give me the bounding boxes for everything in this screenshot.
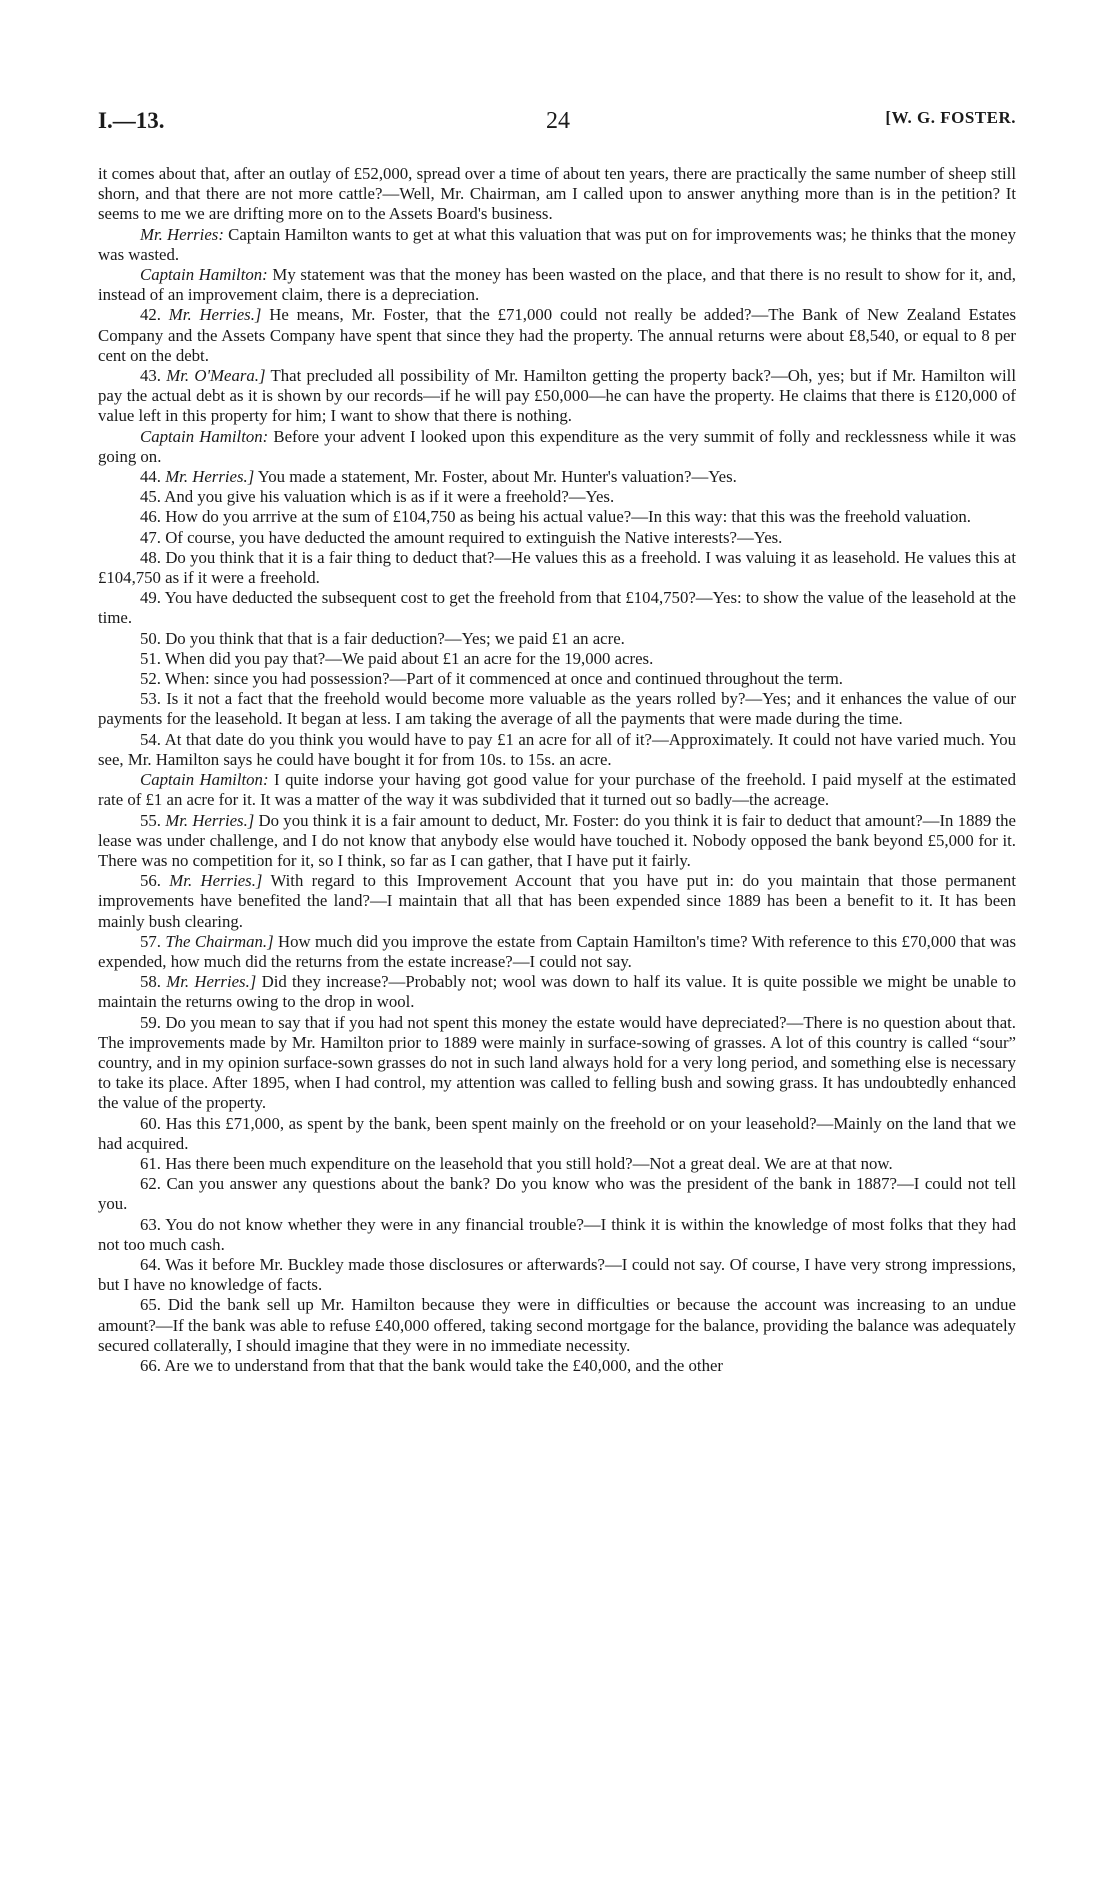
question-number: 66.	[140, 1355, 161, 1375]
paragraph-text: When: since you had possession?—Part of it commenced at once and continued throughout the term.	[164, 669, 843, 689]
speaker: Mr. Herries.]	[165, 810, 255, 830]
question-number: 58.	[140, 972, 161, 992]
paragraph	[98, 507, 1016, 527]
paragraph-text: Are we to understand from that that the bank would take the £40,000, and the other	[164, 1355, 724, 1375]
question-number: 47.	[140, 527, 161, 547]
paragraph	[98, 225, 1016, 265]
paragraph	[98, 588, 1016, 628]
paragraph	[98, 871, 1016, 932]
paragraph	[98, 1356, 1016, 1376]
question-number: 65.	[140, 1295, 161, 1315]
paper-reference: I.—13.	[98, 108, 165, 133]
question-number: 49.	[140, 588, 161, 608]
page-number: 24	[546, 108, 570, 134]
paragraph	[98, 427, 1016, 467]
paragraph	[98, 649, 1016, 669]
paragraph	[98, 164, 1016, 225]
speaker: The Chairman.]	[165, 931, 274, 951]
question-number: 60.	[140, 1113, 161, 1133]
paragraph	[98, 629, 1016, 649]
question-number: 62.	[140, 1174, 161, 1194]
paragraph-text: I quite indorse your having got good value for your purchase of the freehold. I paid myself at the estimated rate of £1 an acre for it. It was a matter of the way it was subdivided that it turned out so badly—the acreage.	[98, 770, 1016, 810]
speaker: Mr. Herries.]	[165, 467, 255, 487]
question-number: 48.	[140, 547, 161, 567]
paragraph	[98, 1154, 1016, 1174]
paragraph-text: Can you answer any questions about the bank? Do you know who was the president of the bank in 1887?—I could not tell you.	[98, 1174, 1016, 1214]
witness-name: [W. G. FOSTER.	[885, 108, 1016, 127]
paragraph-text: At that date do you think you would have to pay £1 an acre for all of it?—Approximately. It could not have varied much. You see, Mr. Hamilton says he could have bought it for from 10s. to 15s. an acre.	[98, 729, 1016, 769]
speaker: Mr. Herries.]	[168, 305, 262, 325]
paragraph	[98, 265, 1016, 305]
speaker: Mr. O'Meara.]	[166, 366, 266, 386]
paragraph-text: Do you think that it is a fair thing to deduct that?—He values this as a freehold. I was valuing it as leasehold. He values this at £104,750 as if it were a freehold.	[98, 547, 1016, 588]
speaker: Captain Hamilton:	[140, 426, 269, 446]
paragraph-text: And you give his valuation which is as if it were a freehold?—Yes.	[164, 487, 615, 507]
question-number: 54.	[140, 729, 161, 749]
paragraph	[98, 669, 1016, 689]
paragraph-text: You made a statement, Mr. Foster, about Mr. Hunter's valuation?—Yes.	[254, 467, 737, 487]
speaker: Captain Hamilton:	[140, 265, 268, 285]
paragraph-text: Was it before Mr. Buckley made those disclosures or afterwards?—I could not say. Of course, I have very strong impressions, but I have no knowledge of facts.	[98, 1254, 1016, 1295]
paragraph-text: Has this £71,000, as spent by the bank, been spent mainly on the freehold or on your leasehold?—Mainly on the land that we had acquired.	[98, 1113, 1016, 1153]
question-number: 64.	[140, 1254, 161, 1274]
paragraph	[98, 548, 1016, 588]
paragraph	[98, 467, 1016, 487]
paragraph	[98, 811, 1016, 872]
question-number: 43.	[140, 366, 161, 386]
paragraph	[98, 1174, 1016, 1214]
paragraph-text: My statement was that the money has been wasted on the place, and that there is no result to show for it, and, instead of an improvement claim, there is a depreciation.	[98, 265, 1016, 305]
paragraph-text: Of course, you have deducted the amount required to extinguish the Native interests?—Yes.	[165, 527, 783, 547]
paragraph-text: Do you mean to say that if you had not spent this money the estate would have depreciated?—There is no question about that. The improvements made by Mr. Hamilton prior to 1889 were mainly in surface-sowing of grasses. A lot of this country is called “sour” country, and in my opinion surface-sown grasses do not in such land always hold for a very long period, and something else is necessary to take its place. After 1895, when I had control, my attention was called to felling bush and sowing grass. It has undoubtedly enhanced the value of the property.	[98, 1012, 1016, 1113]
question-number: 42.	[140, 305, 161, 325]
question-number: 61.	[140, 1153, 161, 1173]
paragraph-text: With regard to this Improvement Account that you have put in: do you maintain that those permanent improvements have benefited the land?—I maintain that all that has been expended since 1889 has been a benefit to it. It has been mainly bush clearing.	[98, 871, 1016, 931]
paragraph-text: Do you think it is a fair amount to deduct, Mr. Foster: do you think it is fair to deduct that amount?—In 1889 the lease was under challenge, and I do not know that anybody else would have touched it. Nobody opposed the bank beyond £5,000 for it. There was no competition for it, so I think, so far as I can gather, that I have put it fairly.	[98, 810, 1016, 870]
paragraph-text: How do you arrrive at the sum of £104,750 as being his actual value?—In this way: that this was the freehold valuation.	[165, 507, 971, 527]
paragraph-text: That precluded all possibility of Mr. Hamilton getting the property back?—Oh, yes; but if Mr. Hamilton will pay the actual debt as it is shown by our records—if he will pay £50,000—he can have the property. He claims that there is £120,000 of value left in this property for him; I want to show that there is nothing.	[98, 366, 1016, 426]
paragraph-text: Do you think that that is a fair deduction?—Yes; we paid £1 an acre.	[165, 628, 625, 648]
question-number: 59.	[140, 1012, 161, 1032]
paragraph-text: You do not know whether they were in any financial trouble?—I think it is within the knowledge of most folks that they had not too much cash.	[98, 1214, 1016, 1254]
paragraph	[98, 487, 1016, 507]
question-number: 63.	[140, 1214, 161, 1234]
paragraph	[98, 1255, 1016, 1295]
paragraph	[98, 689, 1016, 729]
speaker: Captain Hamilton:	[140, 770, 269, 790]
paragraph	[98, 1215, 1016, 1255]
paragraph	[98, 1295, 1016, 1356]
question-number: 52.	[140, 669, 161, 689]
paragraph	[98, 972, 1016, 1012]
paragraph	[98, 366, 1016, 427]
speaker: Mr. Herries:	[140, 224, 224, 244]
question-number: 53.	[140, 689, 161, 709]
question-number: 55.	[140, 810, 161, 830]
paragraph-text: How much did you improve the estate from Captain Hamilton's time? With reference to this £70,000 that was expended, how much did the returns from the estate increase?—I could not say.	[98, 931, 1016, 971]
question-number: 46.	[140, 507, 161, 527]
paragraph-text: Did the bank sell up Mr. Hamilton because they were in difficulties or because the account was increasing to an undue amount?—If the bank was able to refuse £40,000 offered, taking second mortgage for the balance, providing the balance was adequately secured collaterally, I should imagine that they were in no immediate necessity.	[98, 1295, 1016, 1355]
paragraph-text: Captain Hamilton wants to get at what this valuation that was put on for improvements was; he thinks that the money was wasted.	[98, 224, 1017, 264]
paragraph-text: Is it not a fact that the freehold would become more valuable as the years rolled by?—Yes; and it enhances the value of our payments for the leasehold. It began at less. I am taking the average of all the payments that were made during the time.	[98, 689, 1016, 729]
question-number: 57.	[140, 931, 161, 951]
paragraph	[98, 528, 1016, 548]
paragraph	[98, 932, 1016, 972]
paragraph-text: Did they increase?—Probably not; wool was down to half its value. It is quite possible we might be unable to maintain the returns owing to the drop in wool.	[98, 972, 1016, 1012]
paragraph-text: When did you pay that?—We paid about £1 an acre for the 19,000 acres.	[164, 648, 654, 668]
paragraph-text: Has there been much expenditure on the leasehold that you still hold?—Not a great deal. We are at that now.	[165, 1153, 893, 1173]
speaker: Mr. Herries.]	[169, 871, 263, 891]
paragraph	[98, 730, 1016, 770]
page-body	[98, 164, 1016, 1376]
paragraph	[98, 770, 1016, 810]
paragraph	[98, 1114, 1016, 1154]
paragraph-text: He means, Mr. Foster, that the £71,000 could not really be added?—The Bank of New Zealand Estates Company and the Assets Company have spent that since they had the property. The annual returns were about £8,540, or equal to 8 per cent on the debt.	[98, 305, 1016, 365]
paragraph-text: it comes about that, after an outlay of £52,000, spread over a time of about ten years, there are practically the same number of sheep still shorn, and that there are not more cattle?—Well, Mr. Chairman, am I called upon to answer anything more than is in the petition? It seems to me we are drifting more on to the Assets Board's business.	[98, 164, 1016, 224]
paragraph-text: You have deducted the subsequent cost to get the freehold from that £104,750?—Yes: to show the value of the leasehold at the time.	[98, 588, 1017, 628]
speaker: Mr. Herries.]	[166, 972, 257, 992]
question-number: 56.	[140, 871, 161, 891]
question-number: 50.	[140, 628, 161, 648]
question-number: 45.	[140, 487, 161, 507]
question-number: 51.	[140, 648, 161, 668]
paragraph-text: Before your advent I looked upon this expenditure as the very summit of folly and recklessness while it was going on.	[98, 426, 1016, 466]
paragraph	[98, 305, 1016, 366]
paragraph	[98, 1013, 1016, 1114]
question-number: 44.	[140, 467, 161, 487]
page-header	[98, 108, 1016, 138]
